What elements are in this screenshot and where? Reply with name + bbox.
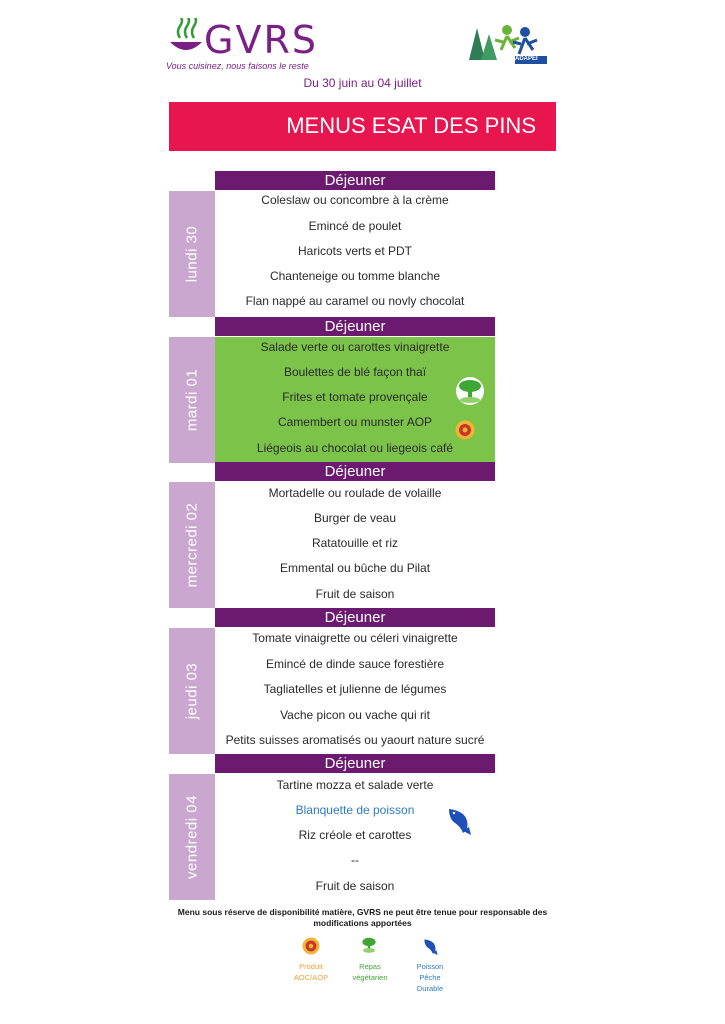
fish-icon bbox=[445, 805, 475, 835]
brand-logo-text: GVRS bbox=[204, 18, 318, 62]
disclaimer-text: Menu sous réserve de disponibilité matière, GVRS ne peut être tenue pour responsable des modifications apportées bbox=[177, 907, 548, 928]
day-column-tuesday bbox=[169, 337, 215, 463]
menu-item: Frites et tomate provençale bbox=[282, 390, 428, 404]
menu-item: Haricots verts et PDT bbox=[297, 244, 413, 258]
menu-item: Riz créole et carottes bbox=[298, 828, 412, 842]
menu-item: Fruit de saison bbox=[315, 879, 395, 893]
meal-header: Déjeuner bbox=[215, 462, 495, 481]
day-column-thursday bbox=[169, 628, 215, 754]
menu-item: Mortadelle ou roulade de volaille bbox=[268, 486, 442, 500]
menu-item: -- bbox=[351, 853, 359, 867]
day-label: vendredi 04 bbox=[183, 795, 201, 879]
date-range: Du 30 juin au 04 juillet bbox=[303, 76, 422, 90]
day-label: jeudi 03 bbox=[183, 662, 201, 720]
legend-line: Pêche bbox=[419, 973, 441, 982]
legend-line: végétarien bbox=[352, 973, 388, 982]
menu-item: Flan nappé au caramel ou novly chocolat bbox=[245, 294, 465, 308]
menu-item: Vache picon ou vache qui rit bbox=[280, 708, 430, 722]
legend-line: Poisson bbox=[416, 962, 444, 971]
day-label: mardi 01 bbox=[183, 368, 201, 432]
fish-icon bbox=[422, 937, 440, 955]
menu-item: Salade verte ou carottes vinaigrette bbox=[260, 340, 450, 354]
menu-item: Camembert ou munster AOP bbox=[277, 415, 433, 429]
meal-header: Déjeuner bbox=[215, 317, 495, 336]
legend-line: Produit bbox=[299, 962, 323, 971]
menu-item: Emmental ou bûche du Pilat bbox=[279, 561, 431, 575]
page-title: MENUS ESAT DES PINS bbox=[286, 113, 536, 138]
aop-icon bbox=[302, 937, 320, 955]
menu-item: Petits suisses aromatisés ou yaourt nature sucré bbox=[225, 733, 485, 747]
title-banner bbox=[169, 102, 556, 151]
day-column-wednesday bbox=[169, 482, 215, 608]
menu-item: Tartine mozza et salade verte bbox=[276, 778, 434, 792]
menu-item: Emincé de dinde sauce forestière bbox=[265, 657, 445, 671]
aop-icon bbox=[455, 420, 475, 440]
meal-header: Déjeuner bbox=[215, 171, 495, 190]
legend-line: AOC/AOP bbox=[293, 973, 329, 982]
menu-item: Burger de veau bbox=[313, 511, 397, 525]
menu-item: Emincé de poulet bbox=[308, 219, 402, 233]
brand-tagline: Vous cuisinez, nous faisons le reste bbox=[166, 61, 309, 71]
menu-item: Tomate vinaigrette ou céleri vinaigrette bbox=[252, 631, 458, 645]
meal-header: Déjeuner bbox=[215, 754, 495, 773]
menu-item-sustainable-fish: Blanquette de poisson bbox=[295, 803, 415, 817]
legend-line: Durable bbox=[416, 984, 444, 993]
day-label: lundi 30 bbox=[183, 225, 201, 283]
meal-header: Déjeuner bbox=[215, 608, 495, 627]
day-label: mercredi 02 bbox=[183, 502, 201, 588]
day-column-monday bbox=[169, 191, 215, 317]
menu-item: Boulettes de blé façon thaï bbox=[283, 365, 427, 379]
menu-item: Fruit de saison bbox=[315, 587, 395, 601]
vegetarian-icon bbox=[360, 936, 378, 954]
menu-item: Liégeois au chocolat ou liegeois café bbox=[256, 441, 454, 455]
legend-sustainable-fish bbox=[395, 961, 465, 994]
menu-item: Tagliatelles et julienne de légumes bbox=[263, 682, 447, 696]
menu-item: Coleslaw ou concombre à la crème bbox=[261, 193, 449, 207]
legend-line: Repas bbox=[359, 962, 381, 971]
gvrs-logo-icon bbox=[166, 18, 206, 60]
menu-item: Chanteneige ou tomme blanche bbox=[269, 269, 441, 283]
menu-item: Ratatouille et riz bbox=[311, 536, 399, 550]
day-column-friday bbox=[169, 774, 215, 900]
vegetarian-icon bbox=[455, 376, 485, 406]
partner-logo-label: ADAPEI bbox=[515, 56, 538, 62]
